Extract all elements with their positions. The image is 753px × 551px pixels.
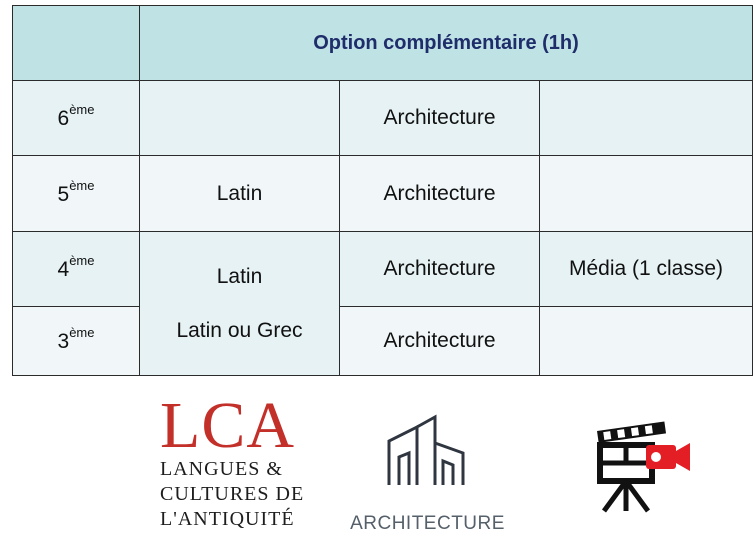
level-cell: 5ème [13,156,140,232]
film-camera-icon [590,415,695,520]
header-row [13,6,753,81]
building-outline-icon [385,413,470,488]
option-cell-3 [540,156,753,232]
option-cell-2: Architecture [340,156,540,232]
latin-4eme-label: Latin [216,264,263,288]
option-cell-1-merged [140,232,340,376]
header-corner-cell [13,6,140,81]
option-cell-1: Latin [140,156,340,232]
option-cell-3: Média (1 classe) [540,232,753,307]
level-cell: 6ème [13,81,140,156]
option-cell-2: Architecture [340,232,540,307]
architecture-logo-word: ARCHITECTURE [350,513,505,534]
architecture-logo [345,413,510,538]
media-logo [590,415,695,520]
table-row-4eme [13,232,753,307]
lca-logo-line-3: L'ANTIQUITÉ [160,508,295,530]
logos-row [0,389,753,551]
option-cell-2: Architecture [340,307,540,376]
lca-logo-title: LCA [160,389,295,462]
table-row-6eme [13,81,753,156]
table-row-5eme [13,156,753,232]
option-cell-3 [540,307,753,376]
option-cell-3 [540,81,753,156]
option-cell-1 [140,81,340,156]
table-row-3eme [13,307,753,376]
lca-logo [160,389,325,545]
table-title: Option complémentaire (1h) [140,6,753,81]
level-cell: 3ème [13,307,140,376]
latin-grec-3eme-label: Latin ou Grec [176,318,303,342]
lca-logo-line-2: CULTURES DE [160,483,305,505]
options-table [12,5,753,376]
lca-logo-line-1: LANGUES & [160,458,283,480]
level-cell: 4ème [13,232,140,307]
option-cell-2: Architecture [340,81,540,156]
